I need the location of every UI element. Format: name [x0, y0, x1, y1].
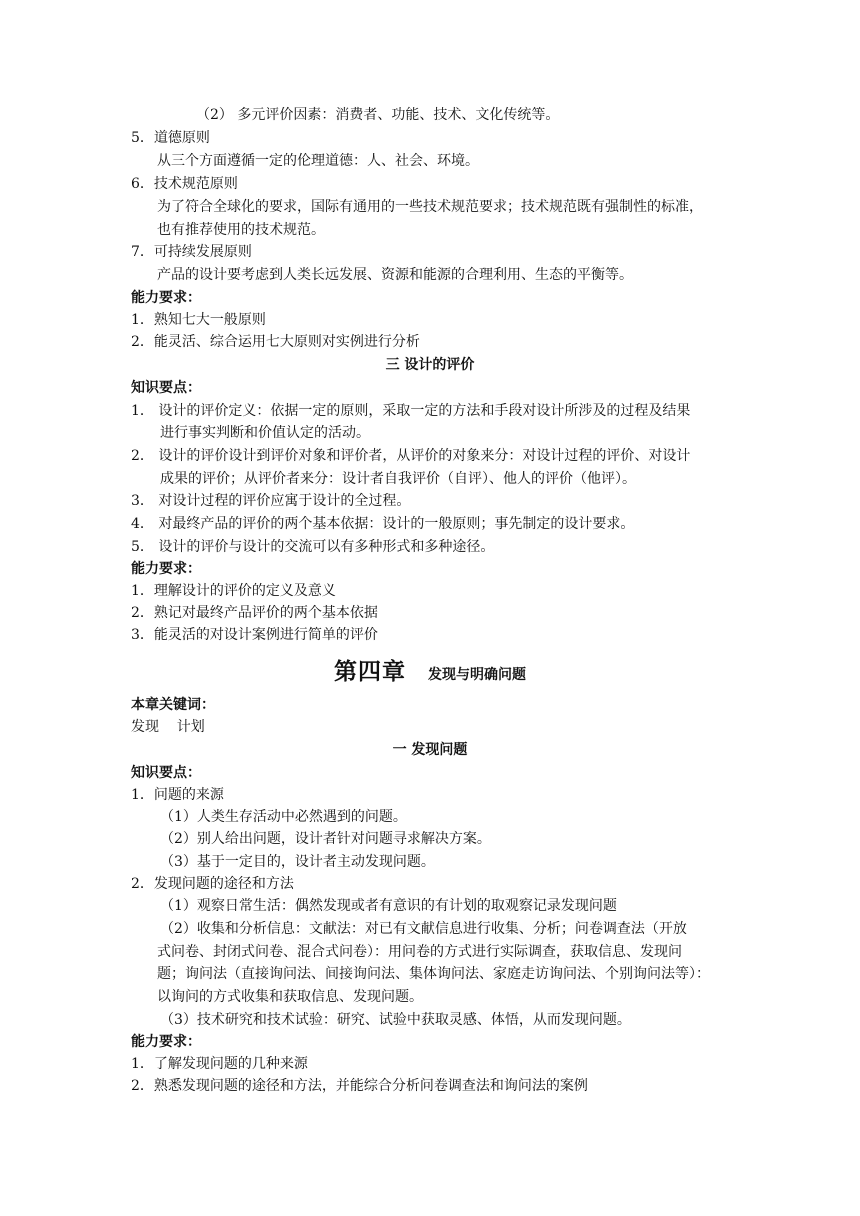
list-item: 1． 设计的评价定义：依据一定的原则，采取一定的方法和手段对设计所涉及的过程及结果 [131, 403, 691, 419]
list-item: 4． 对最终产品的评价的两个基本依据：设计的一般原则；事先制定的设计要求。 [131, 516, 635, 532]
sub-item: （2）别人给出问题，设计者针对问题寻求解决方案。 [160, 831, 491, 847]
chapter-title [0, 657, 860, 690]
list-item: 5． 设计的评价与设计的交流可以有多种形式和多种途径。 [131, 539, 495, 555]
ability-heading: 能力要求： [131, 1034, 201, 1050]
ability-heading: 能力要求： [131, 290, 201, 306]
principle-heading: 5．道德原则 [131, 130, 210, 146]
list-item: 3． 对设计过程的评价应寓于设计的全过程。 [131, 493, 411, 509]
sub-item: （3）技术研究和技术试验：研究、试验中获取灵感、体悟，从而发现问题。 [160, 1012, 631, 1028]
list-item: 1．熟知七大一般原则 [131, 312, 266, 328]
chapter-number: 第四章 [334, 659, 406, 685]
knowledge-heading: 知识要点： [131, 380, 201, 396]
ability-heading: 能力要求： [131, 561, 201, 577]
section-title: 三 设计的评价 [385, 357, 475, 373]
keywords-heading: 本章关键词： [131, 697, 215, 713]
knowledge-heading: 知识要点： [131, 765, 201, 781]
text-line: （2） 多元评价因素：消费者、功能、技术、文化传统等。 [196, 107, 560, 123]
sub-item: （2）收集和分析信息：文献法：对已有文献信息进行收集、分析；问卷调查法（开放 [160, 921, 687, 937]
list-item: 1．问题的来源 [131, 787, 224, 803]
text-line: 进行事实判断和价值认定的活动。 [160, 425, 370, 441]
text-line: 从三个方面遵循一定的伦理道德：人、社会、环境。 [157, 153, 479, 169]
sub-item: （1）观察日常生活：偶然发现或者有意识的有计划的取观察记录发现问题 [160, 898, 617, 914]
list-item: 2． 设计的评价设计到评价对象和评价者，从评价的对象来分：对设计过程的评价、对设计 [131, 448, 691, 464]
sub-item: （1）人类生存活动中必然遇到的问题。 [160, 809, 407, 825]
principle-heading: 7．可持续发展原则 [131, 244, 252, 260]
text-line: 也有推荐使用的技术规范。 [157, 222, 325, 238]
sub-item: （3）基于一定目的，设计者主动发现问题。 [160, 854, 435, 870]
list-item: 1．理解设计的评价的定义及意义 [131, 583, 336, 599]
text-line: 题；询问法（直接询问法、间接询问法、集体询问法、家庭走访询问法、个别询问法等）： [157, 966, 710, 982]
chapter-name: 发现与明确问题 [428, 667, 526, 683]
list-item: 2．熟悉发现问题的途径和方法，并能综合分析问卷调查法和询问法的案例 [131, 1078, 588, 1094]
text-line: 为了符合全球化的要求，国际有通用的一些技术规范要求；技术规范既有强制性的标准， [157, 199, 703, 215]
text-line: 产品的设计要考虑到人类长远发展、资源和能源的合理利用、生态的平衡等。 [157, 267, 633, 283]
text-line: 成果的评价；从评价者来分：设计者自我评价（自评）、他人的评价（他评）。 [160, 471, 636, 487]
list-item: 2．熟记对最终产品评价的两个基本依据 [131, 605, 378, 621]
text-line: 式问卷、封闭式问卷、混合式问卷）：用问卷的方式进行实际调查，获取信息、发现问 [157, 944, 682, 960]
list-item: 2．发现问题的途径和方法 [131, 876, 294, 892]
principle-heading: 6．技术规范原则 [131, 176, 238, 192]
keywords-line: 发现 计划 [131, 719, 205, 735]
text-line: 以询问的方式收集和获取信息、发现问题。 [157, 989, 423, 1005]
list-item: 3．能灵活的对设计案例进行简单的评价 [131, 627, 378, 643]
section-title: 一 发现问题 [392, 742, 468, 758]
list-item: 2．能灵活、综合运用七大原则对实例进行分析 [131, 334, 420, 350]
list-item: 1．了解发现问题的几种来源 [131, 1056, 308, 1072]
